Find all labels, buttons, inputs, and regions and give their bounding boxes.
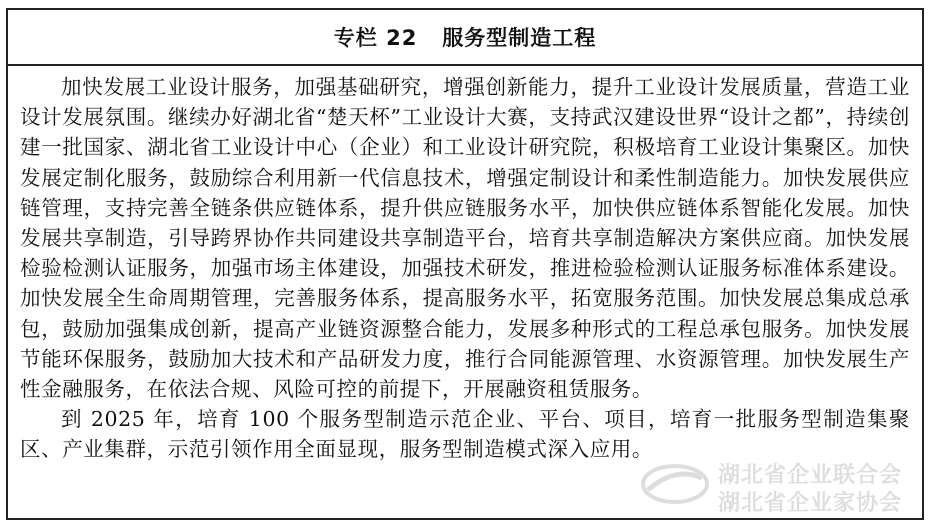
column-header [8,10,922,66]
column-body [8,66,922,465]
watermark-line-2: 湖北省企业家协会 [718,491,903,516]
paragraph-measures: 加快发展工业设计服务，加强基础研究，增强创新能力，提升工业设计发展质量，营造工业设计发展氛围。继续办好湖北省“楚天杯”工业设计大赛，支持武汉建设世界“设计之都”，持续创建一批国家、湖北省工业设计中心（企业）和工业设计研究院，积极培育工业设计集聚区。加快发展定制化服务，鼓励综合利用新一代信息技术，增强定制设计和柔性制造能力。加快发展供应链管理，支持完善全链条供应链体系，提升供应链服务水平，加快供应链体系智能化发展。加快发展共享制造，引导跨界协作共同建设共享制造平台，培育共享制造解决方案供应商。加快发展检验检测认证服务，加强市场主体建设，加强技术研发，推进检验检测认证服务标准体系建设。加快发展全生命周期管理，完善服务体系，提高服务水平，拓宽服务范围。加快发展总集成总承包，鼓励加强集成创新，提高产业链资源整合能力，发展多种形式的工程总承包服务。加快发展节能环保服务，鼓励加大技术和产品研发力度，推行合同能源管理、水资源管理。加快发展生产性金融服务，在依法合规、风险可控的前提下，开展融资租赁服务。 [20,75,910,402]
watermark-line-1: 湖北省企业联合会 [718,463,903,488]
column-box [6,8,924,520]
paragraph-target-2025: 到 2025 年，培育 100 个服务型制造示范企业、平台、项目，培育一批服务型制造集聚区、产业集群，示范引领作用全面显现，服务型制造模式深入应用。 [20,407,910,462]
column-title: 专栏 22 服务型制造工程 [333,26,597,50]
